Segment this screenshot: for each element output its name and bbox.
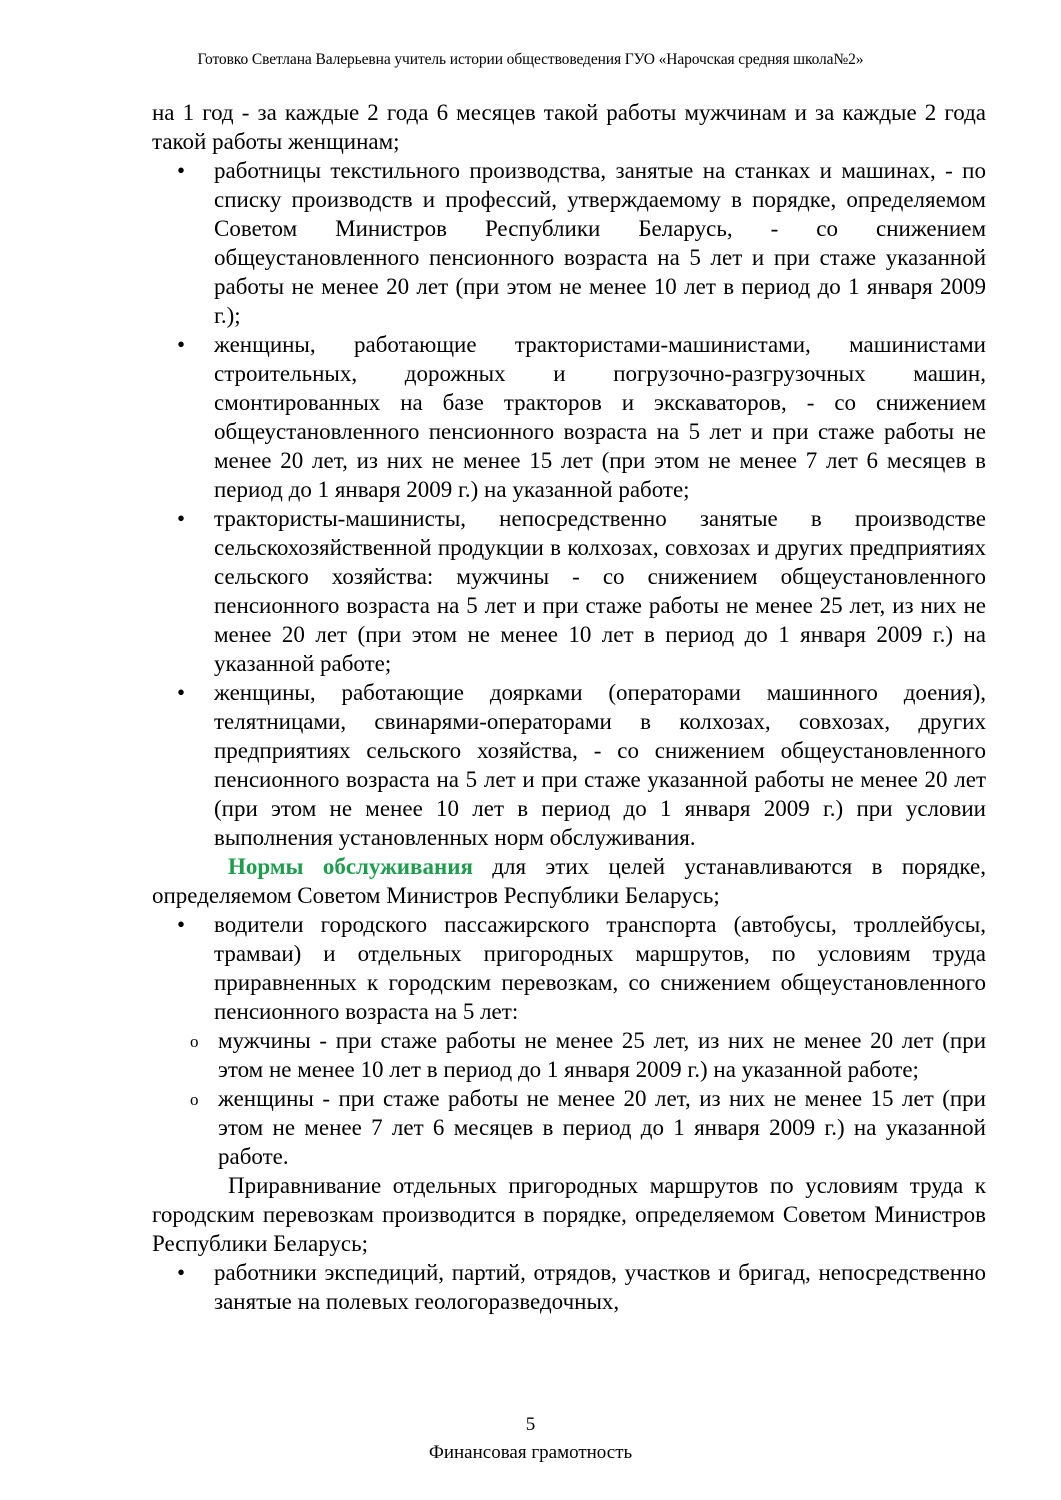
list-item-text: женщины, работающие доярками (операторами машинного доения), телятницами, свинарями-операторами в колхозах, совхозах, других предприятиях сельского хозяйства, - со снижением общеустановленного пенсионного возраста на 5 лет и при стаже указанной работы не менее 20 лет (при этом не менее 10 лет в период до 1 января 2009 г.) при условии выполнения установленных норм обслуживания.	[214, 680, 986, 850]
circle-bullet-icon: o	[190, 1032, 199, 1051]
norms-text: для этих целей устанавливаются в порядке, определяемом Советом Министров Республики Беларусь;	[152, 854, 986, 908]
sub-list-item	[152, 1026, 986, 1084]
sub-list-item	[152, 1084, 986, 1171]
list-item-text: трактористы-машинисты, непосредственно занятые в производстве сельскохозяйственной продукции в колхозах, совхозах и других предприятиях сельского хозяйства: мужчины - со снижением общеустановленного пенсионного возраста на 5 лет и при стаже работы не менее 25 лет, из них не менее 20 лет (при этом не менее 10 лет в период до 1 января 2009 г.) на указанной работе;	[214, 506, 986, 676]
circle-bullet-icon: o	[190, 1090, 199, 1109]
norms-paragraph	[152, 852, 986, 910]
norms-highlight: Нормы обслуживания	[228, 854, 473, 879]
bullet-icon: •	[177, 1260, 186, 1285]
list-item-text: водители городского пассажирского транспорта (автобусы, троллейбусы, трамваи) и отдельных пригородных маршрутов, по условиям труда приравненных к городским перевозкам, со снижением общеустановленного пенсионного возраста на 5 лет:	[214, 912, 986, 1024]
document-body	[152, 98, 986, 1316]
bullet-icon: •	[177, 680, 186, 705]
list-item-text: работники экспедиций, партий, отрядов, участков и бригад, непосредственно занятые на полевых геологоразведочных,	[214, 1260, 986, 1314]
list-item	[152, 504, 986, 678]
bullet-icon: •	[177, 332, 186, 357]
sub-list-item-text: женщины - при стаже работы не менее 20 лет, из них не менее 15 лет (при этом не менее 7 лет 6 месяцев в период до 1 января 2009 г.) на указанной работе.	[218, 1086, 986, 1169]
bullet-icon: •	[177, 912, 186, 937]
intro-paragraph: на 1 год - за каждые 2 года 6 месяцев такой работы мужчинам и за каждые 2 года такой работы женщинам;	[152, 100, 986, 154]
footer-title: Финансовая грамотность	[428, 1442, 633, 1463]
sub-list-item-text: мужчины - при стаже работы не менее 25 лет, из них не менее 20 лет (при этом не менее 10 лет в период до 1 января 2009 г.) на указанной работе;	[218, 1028, 986, 1082]
bullet-icon: •	[177, 506, 186, 531]
list-item	[152, 910, 986, 1026]
list-item-text: работницы текстильного производства, занятые на станках и машинах, - по списку производств и профессий, утверждаемому в порядке, определяемом Советом Министров Республики Беларусь, - со снижением общеустановленного пенсионного возраста на 5 лет и при стаже указанной работы не менее 20 лет (при этом не менее 10 лет в период до 1 января 2009 г.);	[214, 158, 986, 328]
page-number: 5	[525, 1414, 536, 1435]
page-header: Готовко Светлана Валерьевна учитель истории обществоведения ГУО «Нарочская средняя школа№2»	[197, 51, 864, 68]
list-item	[152, 1258, 986, 1316]
list-item	[152, 330, 986, 504]
equating-paragraph: Приравнивание отдельных пригородных маршрутов по условиям труда к городским перевозкам производится в порядке, определяемом Советом Министров Республики Беларусь;	[152, 1173, 986, 1256]
page-footer	[0, 1411, 1061, 1467]
list-item	[152, 678, 986, 852]
list-item	[152, 156, 986, 330]
bullet-icon: •	[177, 158, 186, 183]
list-item-text: женщины, работающие трактористами-машинистами, машинистами строительных, дорожных и погрузочно-разгрузочных машин, смонтированных на базе тракторов и экскаваторов, - со снижением общеустановленного пенсионного возраста на 5 лет и при стаже работы не менее 20 лет, из них не менее 15 лет (при этом не менее 7 лет 6 месяцев в период до 1 января 2009 г.) на указанной работе;	[214, 332, 986, 502]
